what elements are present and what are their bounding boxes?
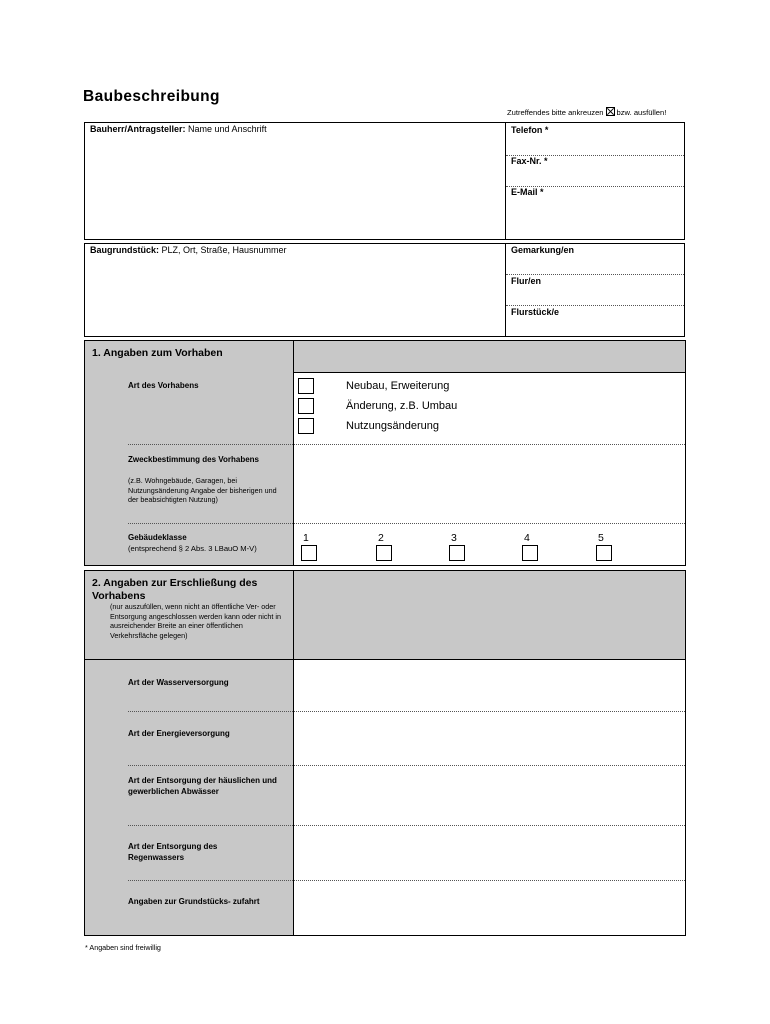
klasse-3-checkbox[interactable]	[449, 545, 465, 561]
klasse-5-label: 5	[598, 532, 604, 544]
energie-label: Art der Energieversorgung	[128, 729, 230, 738]
gemarkung-label: Gemarkung/en	[511, 245, 575, 255]
klasse-2-label: 2	[378, 532, 384, 544]
phone-label: Telefon *	[511, 125, 549, 135]
klasse-1-label: 1	[303, 532, 309, 544]
applicant-label: Bauherr/Antragsteller: Name und Anschrift	[90, 124, 267, 134]
flur-label: Flur/en	[511, 276, 542, 286]
section-1-header-band	[293, 341, 685, 372]
page-title: Baubeschreibung	[83, 88, 220, 105]
fax-field[interactable]	[508, 167, 682, 184]
footnote: * Angaben sind freiwillig	[85, 943, 161, 952]
section-2-title: 2. Angaben zur Erschließung des Vorhabens	[92, 577, 258, 602]
divider	[128, 711, 685, 712]
hint-suffix: bzw. ausfüllen!	[616, 108, 667, 117]
divider	[85, 659, 686, 660]
phone-field[interactable]	[508, 136, 682, 153]
email-field[interactable]	[508, 198, 682, 236]
gemarkung-field[interactable]	[508, 256, 682, 272]
fax-label: Fax-Nr. *	[511, 156, 548, 166]
instruction-hint	[507, 107, 666, 117]
email-label: E-Mail *	[511, 187, 544, 197]
option-nutzungsaenderung: Nutzungsänderung	[346, 420, 439, 432]
energie-field[interactable]	[297, 715, 682, 761]
flurstueck-label: Flurstück/e	[511, 307, 560, 317]
art-label: Art des Vorhabens	[128, 381, 199, 390]
divider	[506, 274, 684, 275]
checkbox-neubau[interactable]	[298, 378, 314, 394]
checkbox-aenderung[interactable]	[298, 398, 314, 414]
wasser-label: Art der Wasserversorgung	[128, 678, 229, 687]
klasse-3-label: 3	[451, 532, 457, 544]
divider	[128, 444, 685, 445]
divider	[128, 523, 685, 524]
section-1-label-column	[85, 341, 293, 565]
applicant-divider	[505, 122, 506, 240]
zufahrt-field[interactable]	[297, 884, 682, 932]
divider	[506, 305, 684, 306]
plot-divider	[505, 243, 506, 337]
applicant-name-field[interactable]	[93, 137, 498, 235]
divider	[128, 765, 685, 766]
section-2-header-band	[293, 571, 685, 659]
checkbox-nutzungsaenderung[interactable]	[298, 418, 314, 434]
klasse-5-checkbox[interactable]	[596, 545, 612, 561]
wasser-field[interactable]	[297, 663, 682, 707]
zufahrt-label: Angaben zur Grundstücks- zufahrt	[128, 897, 260, 906]
flur-field[interactable]	[508, 287, 682, 303]
option-neubau: Neubau, Erweiterung	[346, 380, 450, 392]
plot-address-field[interactable]	[93, 258, 498, 333]
zweck-field[interactable]	[297, 448, 682, 520]
klasse-note: (entsprechend § 2 Abs. 3 LBauO M-V)	[128, 544, 257, 553]
regenwasser-label: Art der Entsorgung des Regenwassers	[128, 842, 218, 862]
hint-text: Zutreffendes bitte ankreuzen	[507, 108, 604, 117]
checked-box-icon	[606, 107, 615, 116]
section-2-note: (nur auszufüllen, wenn nicht an öffentliche Ver- oder Entsorgung angeschlossen werden kann oder nicht in ausreichender Breite an einer öffentlichen Verkehrsfläche gelegen)	[110, 602, 282, 640]
zweck-note: (z.B. Wohngebäude, Garagen, bei Nutzungsänderung Angabe der bisherigen und der beabsichtigten Nutzung)	[128, 476, 277, 505]
flurstueck-field[interactable]	[508, 318, 682, 334]
abwasser-label: Art der Entsorgung der häuslichen und gewerblichen Abwässer	[128, 776, 277, 796]
regenwasser-field[interactable]	[297, 829, 682, 877]
zweck-label: Zweckbestimmung des Vorhabens	[128, 455, 259, 464]
klasse-1-checkbox[interactable]	[301, 545, 317, 561]
klasse-2-checkbox[interactable]	[376, 545, 392, 561]
abwasser-field[interactable]	[297, 769, 682, 821]
divider	[293, 372, 686, 373]
plot-label: Baugrundstück: PLZ, Ort, Straße, Hausnummer	[90, 245, 287, 255]
klasse-label: Gebäudeklasse	[128, 533, 187, 542]
option-aenderung: Änderung, z.B. Umbau	[346, 400, 458, 412]
section-1-divider	[293, 341, 294, 565]
klasse-4-checkbox[interactable]	[522, 545, 538, 561]
klasse-4-label: 4	[524, 532, 530, 544]
divider	[128, 825, 685, 826]
divider	[128, 880, 685, 881]
section-1-title: 1. Angaben zum Vorhaben	[92, 347, 223, 359]
